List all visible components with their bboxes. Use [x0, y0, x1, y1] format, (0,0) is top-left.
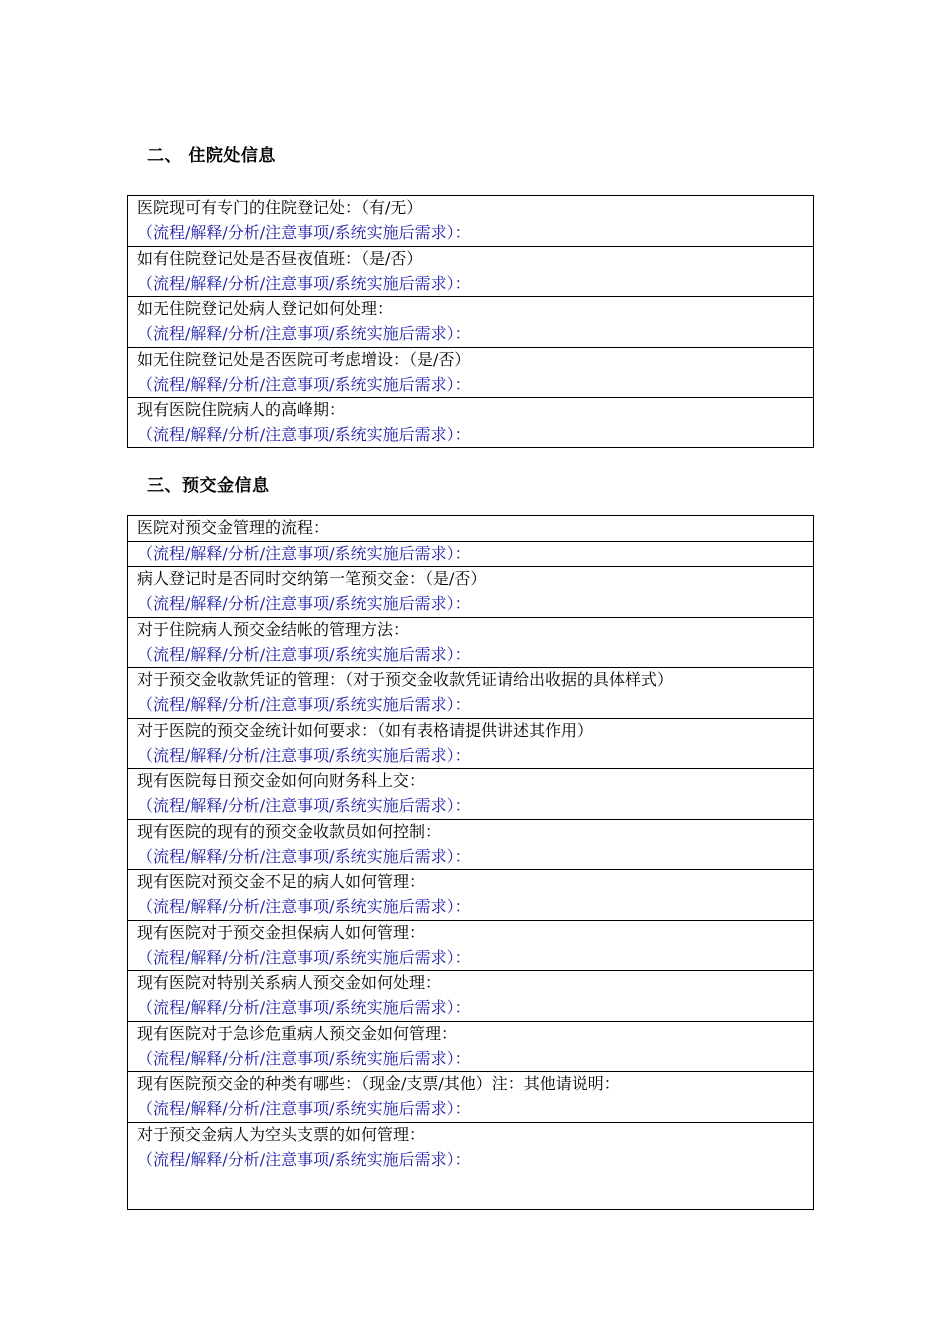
table-row [128, 1123, 813, 1209]
hint-text: （流程/解释/分析/注意事项/系统实施后需求）： [137, 544, 471, 563]
table-row [128, 971, 813, 1022]
table-row [128, 567, 813, 618]
table-row [128, 618, 813, 668]
table-row [128, 297, 813, 348]
question-text: 如无住院登记处是否医院可考虑增设：（是/否） [137, 350, 471, 369]
question-text: 现有医院每日预交金如何向财务科上交： [137, 771, 426, 790]
question-text: 现有医院对于急诊危重病人预交金如何管理： [137, 1024, 458, 1043]
table-row [128, 348, 813, 398]
question-text: 对于预交金收款凭证的管理：（对于预交金收款凭证请给出收据的具体样式） [137, 670, 674, 689]
table-row [128, 719, 813, 769]
question-text: 现有医院对预交金不足的病人如何管理： [137, 872, 426, 891]
row-divider [128, 541, 813, 542]
question-text: 对于预交金病人为空头支票的如何管理： [137, 1125, 426, 1144]
hint-text: （流程/解释/分析/注意事项/系统实施后需求）： [137, 746, 471, 765]
section-heading-deposit-info: 三、预交金信息 [147, 476, 270, 496]
table-row [128, 921, 813, 971]
question-text: 现有医院对于预交金担保病人如何管理： [137, 923, 426, 942]
table-row [128, 1022, 813, 1072]
hint-text: （流程/解释/分析/注意事项/系统实施后需求）： [137, 274, 471, 293]
hint-text: （流程/解释/分析/注意事项/系统实施后需求）： [137, 998, 471, 1017]
hint-text: （流程/解释/分析/注意事项/系统实施后需求）： [137, 223, 471, 242]
hint-text: （流程/解释/分析/注意事项/系统实施后需求）： [137, 425, 471, 444]
table-row [128, 1072, 813, 1123]
deposit-info-table [127, 515, 814, 1210]
hint-text: （流程/解释/分析/注意事项/系统实施后需求）： [137, 796, 471, 815]
table-row [128, 820, 813, 870]
question-text: 现有医院的现有的预交金收款员如何控制： [137, 822, 442, 841]
hint-text: （流程/解释/分析/注意事项/系统实施后需求）： [137, 897, 471, 916]
question-text: 医院现可有专门的住院登记处：（有/无） [137, 198, 423, 217]
hint-text: （流程/解释/分析/注意事项/系统实施后需求）： [137, 847, 471, 866]
hint-text: （流程/解释/分析/注意事项/系统实施后需求）： [137, 324, 471, 343]
hint-text: （流程/解释/分析/注意事项/系统实施后需求）： [137, 645, 471, 664]
inpatient-office-table [127, 195, 814, 448]
question-text: 现有医院对特别关系病人预交金如何处理： [137, 973, 442, 992]
question-text: 医院对预交金管理的流程： [137, 518, 330, 537]
table-row [128, 398, 813, 447]
question-text: 如有住院登记处是否昼夜值班：（是/否） [137, 249, 423, 268]
question-text: 现有医院住院病人的高峰期： [137, 400, 346, 419]
question-text: 现有医院预交金的种类有哪些：（现金/支票/其他）注：其他请说明： [137, 1074, 620, 1093]
table-row [128, 247, 813, 297]
question-text: 对于住院病人预交金结帐的管理方法： [137, 620, 410, 639]
hint-text: （流程/解释/分析/注意事项/系统实施后需求）： [137, 948, 471, 967]
hint-text: （流程/解释/分析/注意事项/系统实施后需求）： [137, 594, 471, 613]
question-text: 病人登记时是否同时交纳第一笔预交金：（是/否） [137, 569, 487, 588]
question-text: 如无住院登记处病人登记如何处理： [137, 299, 394, 318]
table-row [128, 668, 813, 719]
table-row [128, 870, 813, 921]
hint-text: （流程/解释/分析/注意事项/系统实施后需求）： [137, 1099, 471, 1118]
hint-text: （流程/解释/分析/注意事项/系统实施后需求）： [137, 1150, 471, 1169]
hint-text: （流程/解释/分析/注意事项/系统实施后需求）： [137, 1049, 471, 1068]
table-row [128, 516, 813, 567]
table-row [128, 196, 813, 247]
hint-text: （流程/解释/分析/注意事项/系统实施后需求）： [137, 375, 471, 394]
section-heading-inpatient-office: 二、 住院处信息 [147, 146, 276, 166]
table-row [128, 769, 813, 820]
hint-text: （流程/解释/分析/注意事项/系统实施后需求）： [137, 695, 471, 714]
question-text: 对于医院的预交金统计如何要求：（如有表格请提供讲述其作用） [137, 721, 594, 740]
